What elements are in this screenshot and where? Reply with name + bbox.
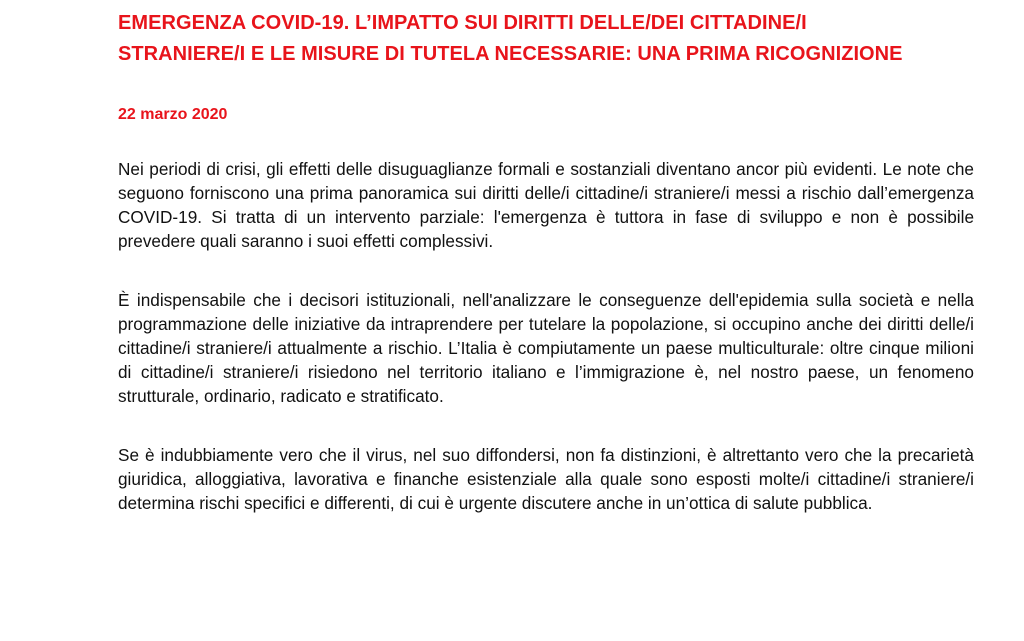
document-body [118, 157, 974, 515]
document-date: 22 marzo 2020 [118, 106, 228, 123]
body-paragraph-1: Nei periodi di crisi, gli effetti delle disuguaglianze formali e sostanziali diventano ancor più evidenti. Le note che seguono forniscono una prima panoramica sui diritti delle/i cittadine/i straniere/i messi a rischio dall’emergenza COVID-19. Si tratta di un intervento parziale: l'emergenza è tuttora in fase di sviluppo e non è possibile prevedere quali saranno i suoi effetti complessivi. [118, 159, 974, 251]
body-paragraph-2: È indispensabile che i decisori istituzionali, nell'analizzare le conseguenze dell'epidemia sulla società e nella programmazione delle iniziative da intraprendere per tutelare la popolazione, si occupino anche dei diritti delle/i cittadine/i straniere/i attualmente a rischio. L’Italia è compiutamente un paese multiculturale: oltre cinque milioni di cittadine/i straniere/i risiedono nel territorio italiano e l’immigrazione è, nel nostro paese, un fenomeno strutturale, ordinario, radicato e stratificato. [118, 290, 974, 406]
body-paragraph-3: Se è indubbiamente vero che il virus, nel suo diffondersi, non fa distinzioni, è altrettanto vero che la precarietà giuridica, alloggiativa, lavorativa e finanche esistenziale alla quale sono esposti molte/i cittadine/i straniere/i determina rischi specifici e differenti, di cui è urgente discutere anche in un’ottica di salute pubblica. [118, 445, 974, 513]
document-title: EMERGENZA COVID-19. L’IMPATTO SUI DIRITTI DELLE/DEI CITTADINE/I STRANIERE/I E LE MISURE DI TUTELA NECESSARIE: UNA PRIMA RICOGNIZIONE [118, 12, 903, 65]
